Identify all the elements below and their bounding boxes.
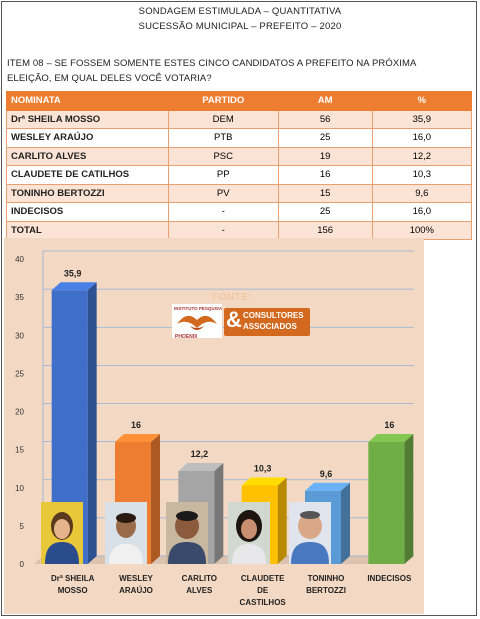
logo-line-2: ASSOCIADOS: [243, 322, 297, 331]
table-cell-percent: 35,9: [372, 110, 471, 129]
table-cell-party: DEM: [168, 110, 278, 129]
table-cell-count: 15: [278, 184, 372, 203]
bar: [368, 442, 404, 564]
table-cell-count: 25: [278, 203, 372, 222]
x-tick-label: CLAUDETE: [240, 574, 285, 583]
table-cell-name: INDECISOS: [7, 203, 169, 222]
table-row: [7, 166, 472, 185]
column-header-partido: PARTIDO: [168, 92, 278, 111]
table-cell-percent: 16,0: [372, 129, 471, 148]
y-tick-label: 0: [19, 560, 24, 569]
y-tick-label: 10: [15, 483, 24, 493]
bar-side: [88, 282, 97, 564]
data-label: 10,3: [253, 463, 272, 474]
data-label: 35,9: [63, 268, 82, 279]
bar-side: [404, 434, 413, 564]
table-cell-name: TONINHO BERTOZZI: [7, 184, 169, 203]
y-tick-label: 5: [19, 521, 24, 531]
column-header-percent: %: [372, 92, 471, 111]
table-header-row: [7, 92, 472, 111]
candidate-photo-wesley: [105, 502, 147, 564]
bar-side: [151, 434, 160, 564]
table-cell-count: 19: [278, 147, 372, 166]
results-table: [6, 91, 472, 240]
x-tick-label: WESLEY: [119, 574, 153, 583]
table-cell-count: 16: [278, 166, 372, 185]
y-tick-label: 15: [15, 445, 24, 455]
table-cell-party: PTB: [168, 129, 278, 148]
question-text: [7, 56, 473, 86]
report-header: [0, 4, 480, 34]
y-tick-label: 40: [15, 255, 24, 264]
table-cell-name: CLAUDETE DE CATILHOS: [7, 166, 169, 185]
y-tick-label: 20: [15, 407, 24, 417]
table-cell-name: CARLITO ALVES: [7, 147, 169, 166]
candidate-photo-sheila: [41, 502, 83, 564]
table-cell-party: PSC: [168, 147, 278, 166]
logo-top-text: INSTITUTO PESQUISA: [174, 306, 223, 311]
x-tick-label: CASTILHOS: [239, 598, 286, 607]
table-cell-name: Drª SHEILA MOSSO: [7, 110, 169, 129]
bar-side: [214, 463, 223, 564]
logo-ampersand: &: [226, 307, 242, 332]
x-tick-label: Drª SHEILA: [50, 574, 95, 583]
question-line-2: ELEIÇÃO, EM QUAL DELES VOCÊ VOTARIA?: [7, 73, 212, 84]
table-cell-percent: 100%: [372, 221, 471, 240]
table-row: [7, 129, 472, 148]
header-line-2: SUCESSÃO MUNICIPAL – PREFEITO – 2020: [138, 21, 342, 32]
table-cell-party: PV: [168, 184, 278, 203]
table-cell-count: 25: [278, 129, 372, 148]
table-cell-percent: 16,0: [372, 203, 471, 222]
bar-side: [341, 483, 350, 564]
x-tick-label: TONINHO: [307, 574, 345, 583]
column-header-am: AM: [278, 92, 372, 111]
candidate-photo-carlito: [166, 502, 208, 564]
table-cell-name: WESLEY ARAÚJO: [7, 129, 169, 148]
table-cell-percent: 12,2: [372, 147, 471, 166]
x-tick-label: CARLITO: [181, 574, 218, 583]
candidate-photo-toninho: [289, 502, 331, 564]
x-tick-label: BERTOZZI: [306, 586, 346, 595]
x-tick-label: INDECISOS: [367, 574, 412, 583]
column-header-nominata: NOMINATA: [7, 92, 169, 111]
table-row: [7, 203, 472, 222]
x-tick-label: ARAÚJO: [119, 586, 153, 595]
table-cell-party: -: [168, 221, 278, 240]
table-cell-name: TOTAL: [7, 221, 169, 240]
x-tick-label: ALVES: [186, 586, 213, 595]
table-total-row: [7, 221, 472, 240]
data-label: 12,2: [190, 448, 209, 459]
y-tick-label: 30: [15, 331, 24, 341]
question-line-1: ITEM 08 – SE FOSSEM SOMENTE ESTES CINCO CANDIDATOS A PREFEITO NA PRÓXIMA: [7, 58, 417, 69]
data-label: 16: [130, 420, 142, 430]
source-label: FONTE:: [212, 292, 253, 303]
y-tick-label: 25: [15, 369, 24, 379]
table-cell-party: PP: [168, 166, 278, 185]
table-cell-party: -: [168, 203, 278, 222]
table-cell-count: 56: [278, 110, 372, 129]
logo-brand-name: PHOENIX: [175, 334, 198, 340]
table-cell-percent: 10,3: [372, 166, 471, 185]
table-cell-count: 156: [278, 221, 372, 240]
x-tick-label: MOSSO: [57, 586, 88, 595]
bar-side: [278, 477, 287, 564]
table-cell-percent: 9,6: [372, 184, 471, 203]
header-line-1: SONDAGEM ESTIMULADA – QUANTITATIVA: [138, 6, 342, 17]
candidate-photo-claudete: [228, 502, 270, 564]
data-label: 16: [384, 420, 395, 430]
y-tick-label: 35: [15, 293, 24, 303]
table-row: [7, 147, 472, 166]
x-tick-label: DE: [257, 586, 269, 595]
logo-line-1: CONSULTORES: [243, 311, 304, 320]
data-label: 9,6: [319, 468, 333, 479]
table-row: [7, 184, 472, 203]
table-row: [7, 110, 472, 129]
